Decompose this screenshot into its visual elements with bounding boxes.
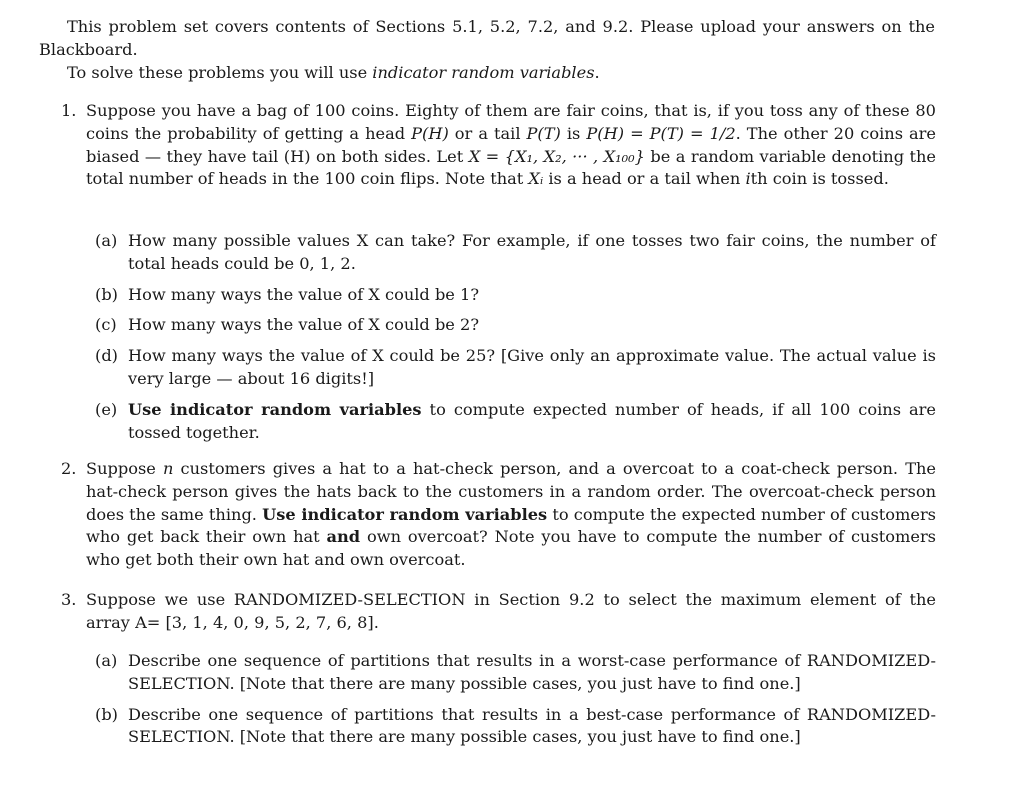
part-label: (b) xyxy=(95,704,118,724)
problem-number: 3. xyxy=(61,590,77,609)
part-c xyxy=(95,314,936,337)
instruction-period: . xyxy=(594,63,600,82)
part-label: (b) xyxy=(95,284,118,304)
problem-3-text: Suppose we use RANDOMIZED-SELECTION in Section 9.2 to select the maximum element of the array A= [3, 1, 4, 0, 9, 5, 2, 7, 6, 8]. xyxy=(86,590,936,632)
problem-2-text: Suppose n customers gives a hat to a hat-check person, and a overcoat to a coat-check person. The hat-check person gives the hats back to the customers in a random order. The overcoat-check person does the same thing. Use indicator random variables to compute the expected number of customers who get back their own hat and own overcoat? Note you have to compute the number of customers who get both their own hat and own overcoat. xyxy=(86,459,936,570)
part-text: Describe one sequence of partitions that results in a worst-case performance of RANDOMIZED-SELECTION. [Note that there are many possible cases, you just have to find one.] xyxy=(128,651,936,693)
part-label: (d) xyxy=(95,346,118,366)
problem-number: 2. xyxy=(61,459,77,478)
problem-number: 1. xyxy=(61,101,77,120)
part-d xyxy=(95,345,936,391)
part-label: (e) xyxy=(95,399,118,419)
part-text: to compute expected number of heads, if all 100 coins are tossed together. xyxy=(128,399,936,442)
bold-text: Use indicator random variables xyxy=(262,504,548,524)
instruction-text: To solve these problems you will use xyxy=(67,63,373,82)
part-label: (c) xyxy=(95,315,117,335)
instruction-emphasis: indicator random variables xyxy=(372,63,595,82)
part-text: Describe one sequence of partitions that results in a best-case performance of RANDOMIZED-SELECTION. [Note that there are many possible cases, you just have to find one.] xyxy=(128,704,936,747)
bold-text: and xyxy=(326,527,361,547)
math-expression: i xyxy=(745,169,751,189)
part-text: How many possible values X can take? For example, if one tosses two fair coins, the number of total heads could be 0, 1, 2. xyxy=(128,231,936,273)
part-a xyxy=(95,230,936,276)
math-expression: P(H) = P(T) = 1/2 xyxy=(586,123,736,143)
part-text: How many ways the value of X could be 2? xyxy=(128,315,480,335)
math-expression: X = {X₁, X₂, ··· , X₁₀₀} xyxy=(468,146,645,166)
part-label: (a) xyxy=(95,651,118,670)
part-text: How many ways the value of X could be 25? [Give only an approximate value. The actual value is very large — about 16 digits!] xyxy=(128,346,936,388)
problem-1 xyxy=(61,100,936,191)
problem-3 xyxy=(61,589,936,635)
part-bold-text: Use indicator random variables xyxy=(128,399,422,419)
problem-1-text: Suppose you have a bag of 100 coins. Eighty of them are fair coins, that is, if you toss any of these 80 coins the probability of getting a head P(H) or a tail P(T) is P(H) = P(T) = 1/2. The other 20 coins are biased — they have tail (H) on both sides. Let X = {X₁, X₂, ··· , X₁₀₀} be a random variable denoting the total number of heads in the 100 coin flips. Note that Xᵢ is a head or a tail when ith coin is tossed. xyxy=(86,101,937,189)
intro-instruction xyxy=(67,62,937,85)
part-a xyxy=(95,650,936,696)
part-text: How many ways the value of X could be 1? xyxy=(128,284,480,304)
part-b xyxy=(95,284,936,307)
intro-paragraph xyxy=(39,16,935,62)
math-expression: Xᵢ xyxy=(528,169,544,189)
math-expression: P(T) xyxy=(526,123,561,143)
part-b xyxy=(95,704,936,750)
math-expression: n xyxy=(163,459,174,478)
part-label: (a) xyxy=(95,231,118,250)
problem-2 xyxy=(61,458,936,572)
problem-3-parts xyxy=(95,650,936,749)
math-expression: P(H) xyxy=(411,123,449,143)
problem-1-parts xyxy=(95,230,936,444)
intro-text: This problem set covers contents of Sections 5.1, 5.2, 7.2, and 9.2. Please upload your answers on the Blackboard. xyxy=(39,17,935,59)
part-e xyxy=(95,399,936,445)
